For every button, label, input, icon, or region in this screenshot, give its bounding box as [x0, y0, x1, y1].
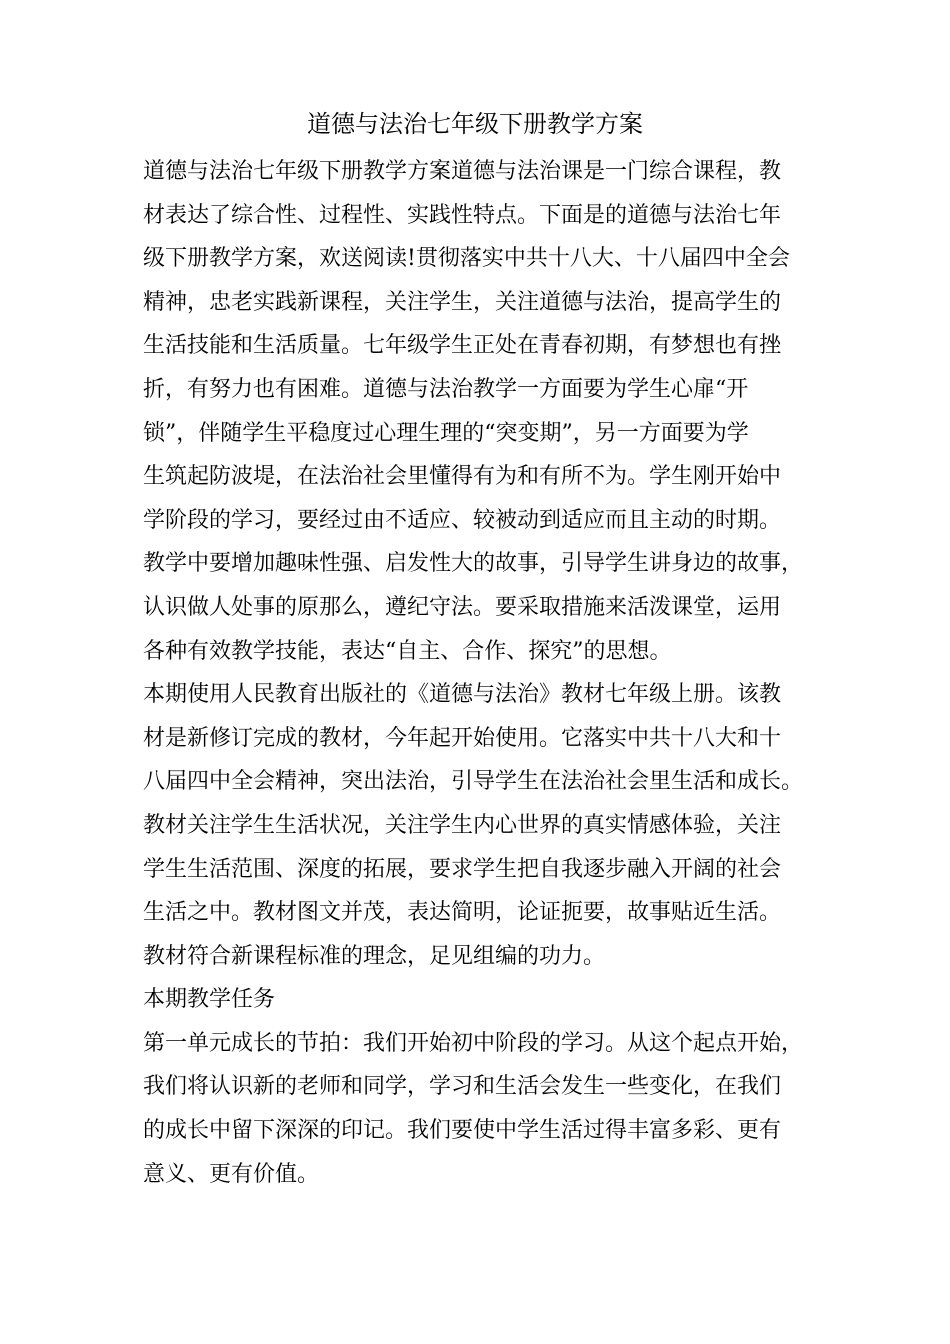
text-line: 生筑起防波堤，在法治社会里懂得有为和有所不为。学生刚开始中	[143, 464, 782, 490]
text-line: 本期使用人民教育出版社的《道德与法治》教材七年级上册。该教	[143, 682, 782, 708]
text-line: 锁”，伴随学生平稳度过心理生理的“突变期”，另一方面要为学	[143, 420, 749, 446]
section-heading: 本期教学任务	[143, 987, 276, 1013]
text-line: 教材关注学生生活状况，关注学生内心世界的真实情感体验，关注	[143, 812, 782, 838]
text-line: 的成长中留下深深的印记。我们要使中学生活过得丰富多彩、更有	[143, 1118, 782, 1144]
document-body	[143, 150, 823, 1196]
text-line: 八届四中全会精神，突出法治，引导学生在法治社会里生活和成长。	[143, 769, 804, 795]
text-line: 学阶段的学习，要经过由不适应、较被动到适应而且主动的时期。	[143, 507, 782, 533]
text-line: 材表达了综合性、过程性、实践性特点。下面是的道德与法治七年	[143, 202, 782, 228]
text-line: 生活之中。教材图文并茂，表达简明，论证扼要，故事贴近生活。	[143, 900, 782, 926]
text-line: 学生生活范围、深度的拓展，要求学生把自我逐步融入开阔的社会	[143, 856, 782, 882]
text-line: 教学中要增加趣味性强、启发性大的故事，引导学生讲身边的故事，	[143, 551, 804, 577]
text-line: 道德与法治七年级下册教学方案道德与法治课是一门综合课程，教	[143, 159, 782, 184]
text-line: 教材符合新课程标准的理念，足见组编的功力。	[143, 943, 606, 969]
text-line: 意义、更有价值。	[143, 1161, 320, 1187]
text-line: 精神，忠老实践新课程，关注学生，关注道德与法治，提高学生的	[143, 289, 782, 315]
document-title: 道德与法治七年级下册教学方案	[307, 110, 643, 138]
text-line: 级下册教学方案，欢送阅读!贯彻落实中共十八大、十八届四中全会	[143, 246, 790, 272]
text-line: 生活技能和生活质量。七年级学生正处在青春初期，有梦想也有挫	[143, 333, 782, 359]
text-line: 第一单元成长的节拍：我们开始初中阶段的学习。从这个起点开始，	[143, 1030, 804, 1056]
text-line: 认识做人处事的原那么，遵纪守法。要采取措施来活泼课堂，运用	[143, 594, 782, 620]
text-line: 我们将认识新的老师和同学，学习和生活会发生一些变化，在我们	[143, 1074, 782, 1100]
text-line: 各种有效教学技能，表达“自主、合作、探究”的思想。	[143, 638, 672, 664]
text-line: 材是新修订完成的教材，今年起开始使用。它落实中共十八大和十	[143, 725, 782, 751]
text-line: 折，有努力也有困难。道德与法治教学一方面要为学生心扉“开	[143, 376, 749, 402]
